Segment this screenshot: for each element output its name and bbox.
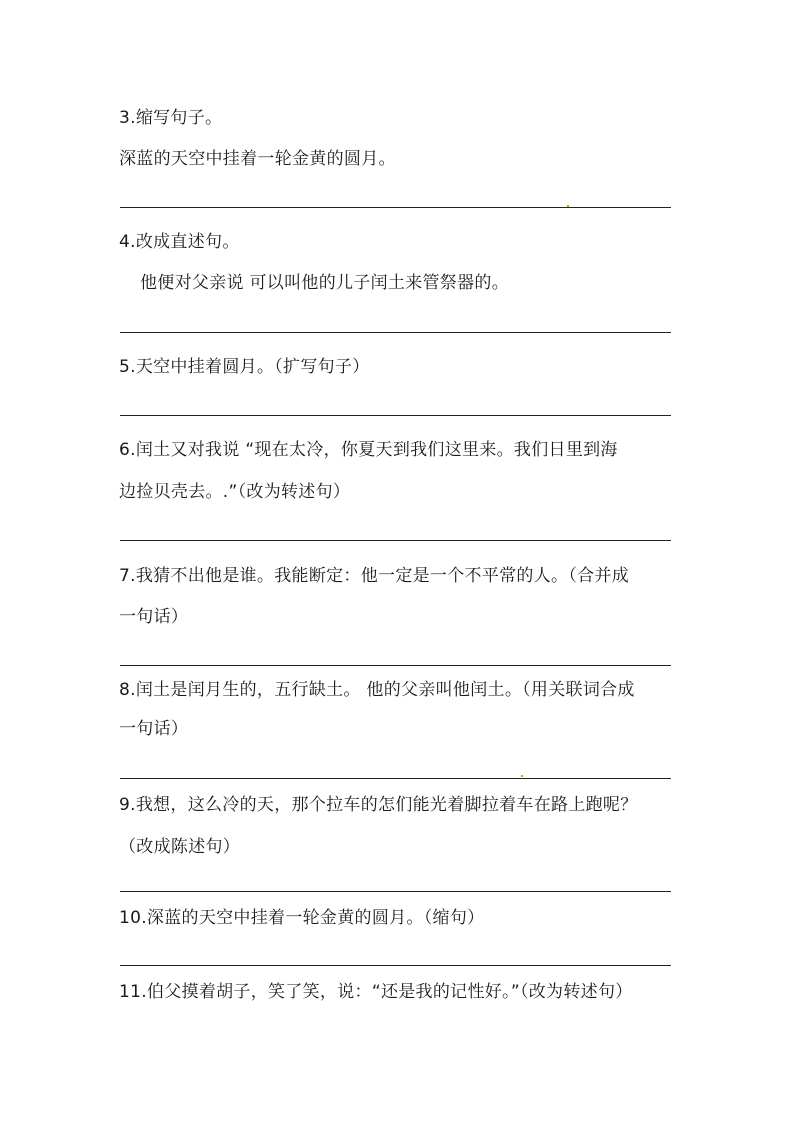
answer-line-6[interactable] [120,540,671,541]
stray-dot [567,205,569,207]
answer-line-3[interactable] [120,207,671,208]
answer-line-4[interactable] [120,332,671,333]
answer-line-9[interactable] [120,891,671,892]
question-10: 10.深蓝的天空中挂着一轮金黄的圆月。（缩句） [119,908,485,928]
question-11: 11.伯父摸着胡子，笑了笑，说：“还是我的记性好。”（改为转述句） [119,982,633,1002]
answer-line-10[interactable] [120,965,671,966]
question-7-line-1: 7.我猜不出他是谁。我能断定：他一定是一个不平常的人。（合并成 [119,566,630,586]
question-8-line-1: 8.闰土是闰月生的，五行缺土。 他的父亲叫他闰土。（用关联词合成 [119,680,635,700]
question-4-sentence: 他便对父亲说 可以叫他的儿子闰土来管祭器的。 [140,273,510,293]
answer-line-8[interactable] [120,778,671,779]
question-6-line-2: 边捡贝壳去。.”（改为转述句） [119,482,351,502]
question-7-line-2: 一句话） [119,607,189,627]
question-8-line-2: 一句话） [119,719,189,739]
question-6-line-1: 6.闰土又对我说 “现在太冷，你夏天到我们这里来。我们日里到海 [119,440,618,460]
answer-line-5[interactable] [120,415,671,416]
question-3-label: 3.缩写句子。 [119,108,223,128]
stray-dot [521,775,523,777]
question-3-sentence: 深蓝的天空中挂着一轮金黄的圆月。 [119,149,396,169]
question-9-line-1: 9.我想，这么冷的天，那个拉车的怎们能光着脚拉着车在路上跑呢？ [119,795,638,815]
question-9-line-2: （改成陈述句） [119,837,241,857]
answer-line-7[interactable] [120,665,671,666]
question-4-label: 4.改成直述句。 [119,232,240,252]
question-5: 5.天空中挂着圆月。（扩写句子） [119,357,370,377]
